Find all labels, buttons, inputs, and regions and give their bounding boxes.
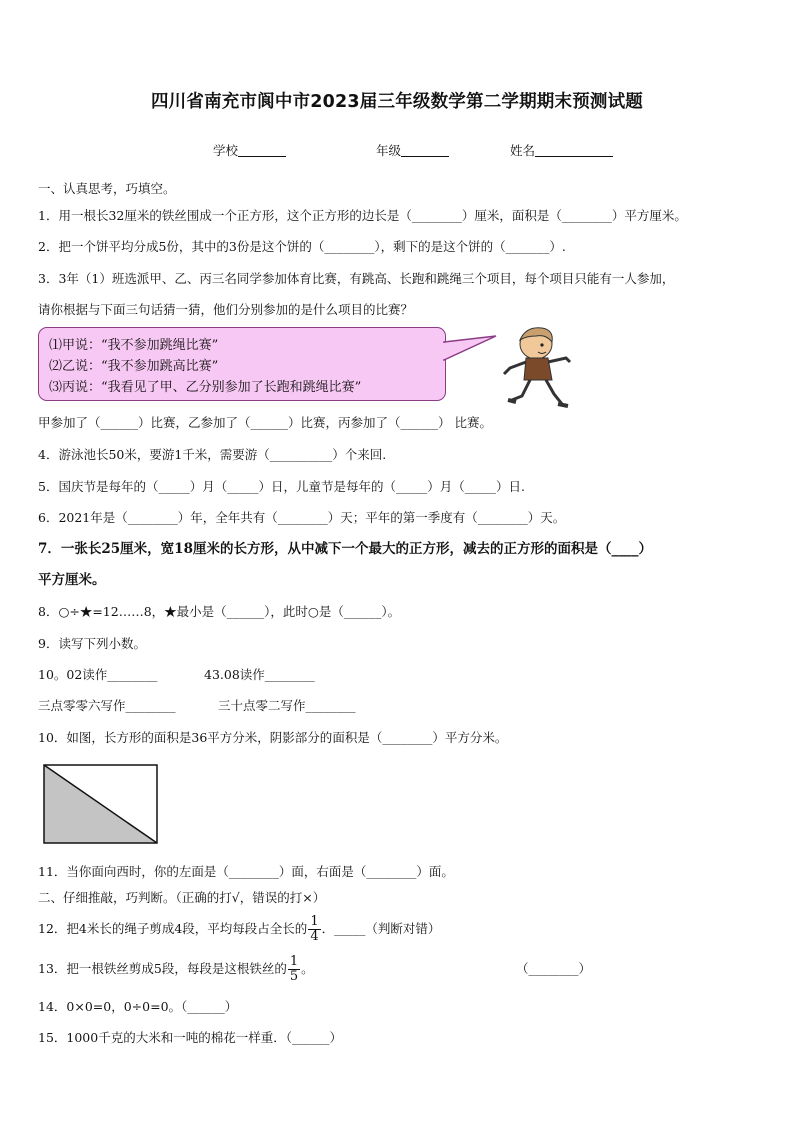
name-field[interactable] — [510, 141, 613, 159]
question-6: 6．2021年是（________）年，全年共有（________）天；平年的第一季度有（________）天。 — [38, 510, 566, 525]
question-15: 15．1000千克的大米和一吨的棉花一样重．（______） — [38, 1030, 342, 1045]
name-blank[interactable] — [535, 142, 613, 157]
section-1-heading: 一、认真思考，巧填空。 — [38, 181, 176, 196]
grade-blank[interactable] — [401, 142, 449, 157]
question-4: 4．游泳池长50米，要游1千米，需要游（__________）个来回. — [38, 447, 387, 462]
section-2-heading: 二、仔细推敲，巧判断。（正确的打√，错误的打×） — [38, 890, 326, 905]
question-1: 1．用一根长32厘米的铁丝围成一个正方形，这个正方形的边长是（________）厘米，面积是（________）平方厘米。 — [38, 208, 687, 223]
speech-bubble — [38, 327, 446, 401]
question-7-line-2: 平方厘米。 — [38, 572, 106, 588]
school-field[interactable] — [213, 141, 286, 159]
question-14: 14．0×0=0，0÷0=0。（______） — [38, 999, 238, 1014]
question-9-item-3: 三点零零六写作________ — [38, 698, 176, 713]
question-11: 11．当你面向西时，你的左面是（________）面，右面是（________）面。 — [38, 864, 454, 879]
question-5: 5．国庆节是每年的（_____）月（_____）日，儿童节是每年的（_____）月（_____）日. — [38, 479, 525, 494]
running-boy-illustration — [496, 324, 576, 410]
bubble-line-1: ⑴甲说：“我不参加跳绳比赛” — [49, 338, 219, 353]
question-7-line-1: 7．一张长25厘米，宽18厘米的长方形，从中减下一个最大的正方形，减去的正方形的面积是（____） — [38, 541, 652, 557]
question-10: 10．如图，长方形的面积是36平方分米，阴影部分的面积是（________）平方分米。 — [38, 730, 508, 745]
name-label: 姓名 — [510, 143, 536, 158]
question-13-tail: 。 — [301, 961, 314, 976]
question-12-text: 12．把4米长的绳子剪成4段，平均每段占全长的 — [38, 921, 308, 936]
fraction-one-fifth: $\frac{1}{5}$ — [289, 954, 299, 984]
grade-label: 年级 — [376, 143, 402, 158]
school-label: 学校 — [213, 143, 239, 158]
question-9-item-2: 43.08读作________ — [204, 667, 315, 682]
question-3-line-1: 3．3年（1）班选派甲、乙、丙三名同学参加体育比赛，有跳高、长跑和跳绳三个项目，每个项目只能有一人参加， — [38, 271, 675, 286]
page-title: 四川省南充市阆中市2023届三年级数学第二学期期末预测试题 — [150, 92, 643, 112]
bubble-line-3: ⑶丙说：“我看见了甲、乙分别参加了长跑和跳绳比赛” — [49, 380, 362, 395]
question-8: 8．○÷★=12……8，★最小是（______），此时○是（______）。 — [38, 604, 401, 619]
school-blank[interactable] — [238, 142, 286, 157]
question-13 — [38, 952, 314, 986]
bubble-line-2: ⑵乙说：“我不参加跳高比赛” — [49, 359, 219, 374]
bubble-tail — [440, 332, 500, 366]
question-9-item-4: 三十点零二写作________ — [218, 698, 356, 713]
question-13-text: 13．把一根铁丝剪成5段，每段是这根铁丝的 — [38, 961, 287, 976]
question-9: 9．读写下列小数。 — [38, 636, 146, 651]
question-3-answer: 甲参加了（______）比赛，乙参加了（______）比赛，丙参加了（______） 比赛。 — [38, 415, 492, 430]
question-13-blank[interactable]: （________） — [516, 961, 592, 976]
question-2: 2．把一个饼平均分成5份，其中的3份是这个饼的（________），剩下的是这个饼的（_______）. — [38, 239, 566, 254]
grade-field[interactable] — [376, 141, 449, 159]
question-12 — [38, 912, 440, 946]
question-9-item-1: 10。02读作________ — [38, 667, 158, 682]
rectangle-figure — [43, 764, 161, 846]
question-12-tail: ．_____（判断对错） — [321, 921, 441, 936]
fraction-one-quarter: $\frac{1}{4}$ — [310, 914, 319, 944]
question-3-line-2: 请你根据与下面三句话猜一猜，他们分别参加的是什么项目的比赛？ — [38, 302, 414, 317]
